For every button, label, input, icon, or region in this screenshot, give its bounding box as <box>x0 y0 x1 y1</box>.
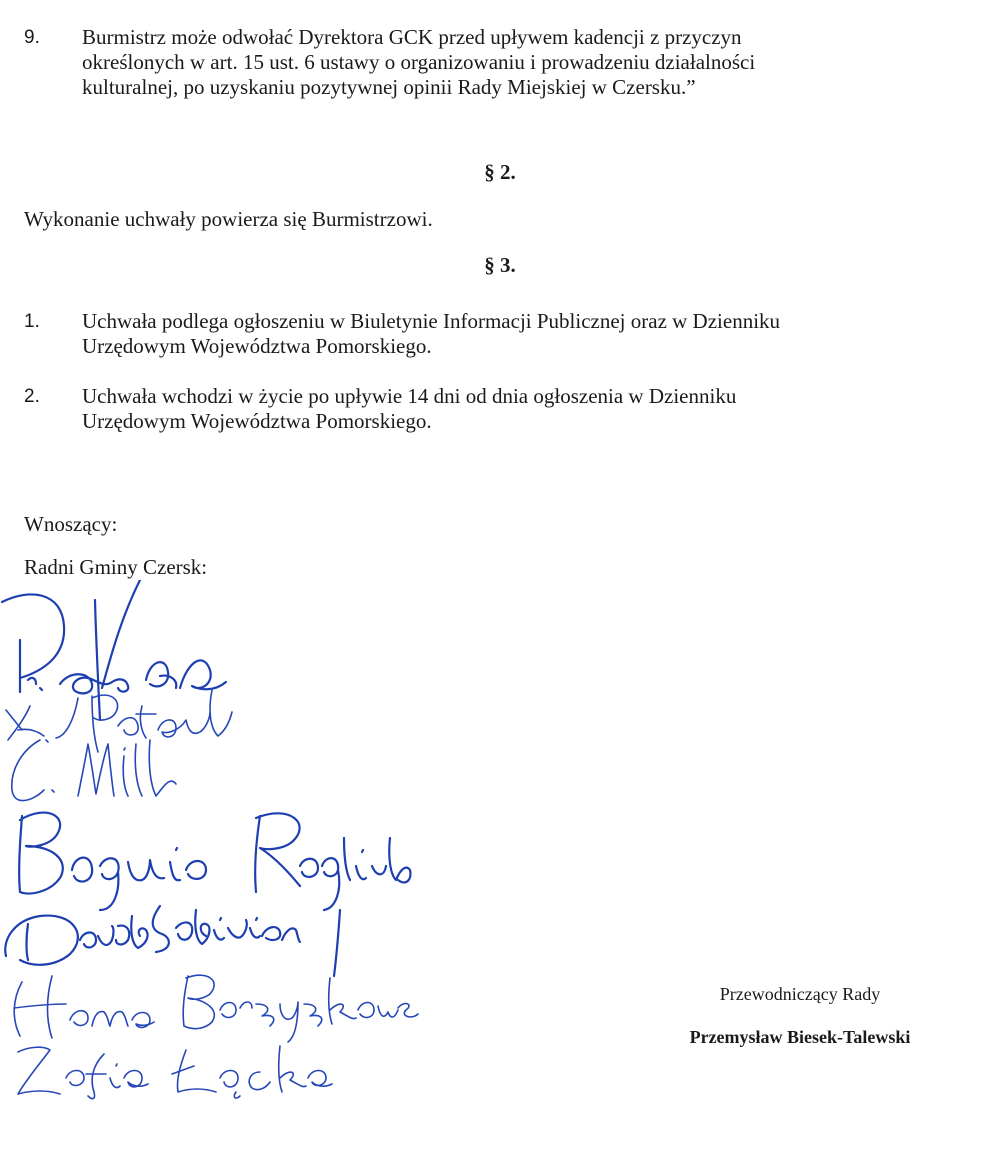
section-2-heading: § 2. <box>484 160 516 184</box>
signature-6 <box>14 975 418 1042</box>
signature-7 <box>18 1046 332 1099</box>
signatures-image <box>0 580 420 1100</box>
section-3-item-1-line-2: Urzędowym Województwa Pomorskiego. <box>82 334 432 358</box>
chairman-title: Przewodniczący Rady <box>719 984 881 1004</box>
section-3-item-2-line-1: Uchwała wchodzi w życie po upływie 14 dni od dnia ogłoszenia w Dzienniku <box>82 384 737 408</box>
item-9-line-2: określonych w art. 15 ust. 6 ustawy o organizowaniu i prowadzeniu działalności <box>82 50 756 74</box>
section-3-item-1-number: 1. <box>24 311 40 332</box>
section-3-heading: § 3. <box>484 253 516 277</box>
signature-4 <box>19 813 410 976</box>
item-9-number: 9. <box>24 27 40 48</box>
proposers-label: Wnoszący: <box>24 512 118 536</box>
section-3-item-2-line-2: Urzędowym Województwa Pomorskiego. <box>82 409 432 433</box>
signature-2 <box>6 690 232 752</box>
signature-3 <box>12 740 176 801</box>
proposers-group: Radni Gminy Czersk: <box>24 555 208 579</box>
item-9-text <box>82 25 970 100</box>
section-3-item-2-text <box>82 384 970 434</box>
section-3-item-1-line-1: Uchwała podlega ogłoszeniu w Biuletynie Informacji Publicznej oraz w Dzienniku <box>82 309 781 333</box>
section-2-text: Wykonanie uchwały powierza się Burmistrzowi. <box>24 207 433 231</box>
section-3-item-2-number: 2. <box>24 386 40 407</box>
signature-5 <box>5 906 300 965</box>
chairman-name: Przemysław Biesek-Talewski <box>689 1027 911 1047</box>
section-3-item-1-text <box>82 309 970 359</box>
item-9-line-1: Burmistrz może odwołać Dyrektora GCK przed upływem kadencji z przyczyn <box>82 25 742 49</box>
item-9-line-3: kulturalnej, po uzyskaniu pozytywnej opinii Rady Miejskiej w Czersku.” <box>82 75 696 99</box>
